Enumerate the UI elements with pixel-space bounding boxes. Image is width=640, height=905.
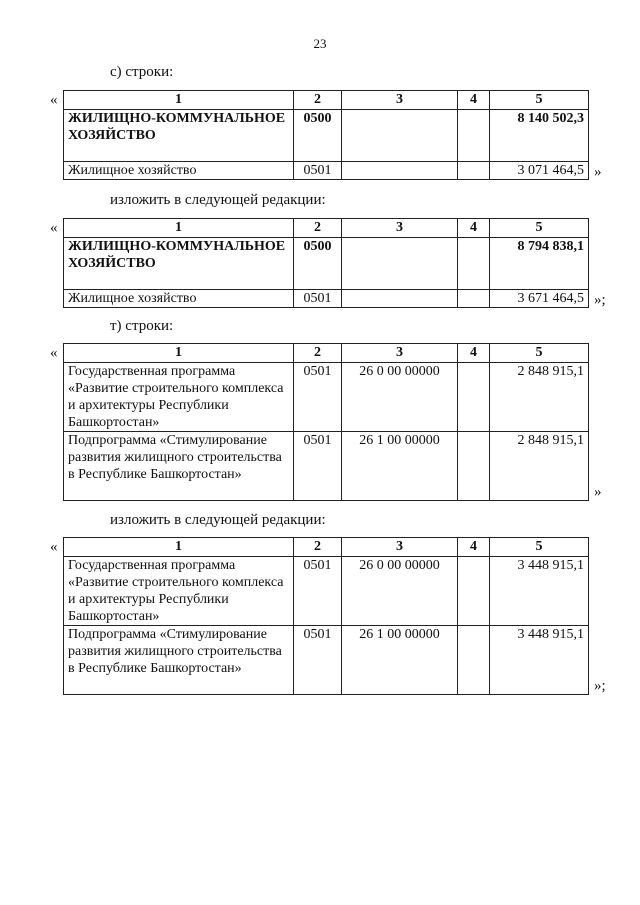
section-c-replacement-intro: изложить в следующей редакции:: [110, 192, 326, 208]
header-col-4: 4: [458, 219, 490, 238]
row-code: 0501: [294, 290, 342, 308]
header-col-4: 4: [458, 538, 490, 557]
table-row: [64, 290, 589, 308]
open-quote: «: [50, 539, 58, 555]
table-row: [64, 626, 589, 695]
section-c-intro: с) строки:: [110, 64, 174, 80]
row-amount: 2 848 915,1: [490, 432, 589, 501]
row-name: Подпрограмма «Стимулирование развития жилищного строительства в Республике Башкортостан»: [64, 432, 294, 501]
row-code: 0501: [294, 432, 342, 501]
row-type: [458, 363, 490, 432]
header-col-3: 3: [342, 344, 458, 363]
row-amount: 8 794 838,1: [490, 238, 589, 290]
header-col-1: 1: [64, 344, 294, 363]
header-col-4: 4: [458, 91, 490, 110]
row-type: [458, 557, 490, 626]
row-name: Подпрограмма «Стимулирование развития жилищного строительства в Республике Башкортостан»: [64, 626, 294, 695]
header-col-4: 4: [458, 344, 490, 363]
row-name: Жилищное хозяйство: [64, 162, 294, 180]
header-col-5: 5: [490, 538, 589, 557]
table-header-row: [64, 219, 589, 238]
row-target: [342, 162, 458, 180]
header-col-2: 2: [294, 344, 342, 363]
row-name: ЖИЛИЩНО-КОММУНАЛЬНОЕ ХОЗЯЙСТВО: [64, 110, 294, 162]
header-col-1: 1: [64, 538, 294, 557]
table-row: [64, 238, 589, 290]
row-target: 26 0 00 00000: [342, 363, 458, 432]
close-quote: »: [594, 484, 602, 500]
section-t-intro: т) строки:: [110, 318, 174, 334]
page-number: 23: [313, 36, 327, 51]
row-target: [342, 290, 458, 308]
section-t-replacement-intro: изложить в следующей редакции:: [110, 512, 326, 528]
header-col-3: 3: [342, 91, 458, 110]
header-col-3: 3: [342, 219, 458, 238]
table-header-row: [64, 538, 589, 557]
close-quote: »: [594, 164, 602, 180]
table-header-row: [64, 91, 589, 110]
row-amount: 2 848 915,1: [490, 363, 589, 432]
header-col-1: 1: [64, 91, 294, 110]
row-name: ЖИЛИЩНО-КОММУНАЛЬНОЕ ХОЗЯЙСТВО: [64, 238, 294, 290]
table-row: [64, 110, 589, 162]
row-target: [342, 238, 458, 290]
header-col-1: 1: [64, 219, 294, 238]
row-code: 0500: [294, 110, 342, 162]
row-target: [342, 110, 458, 162]
header-col-2: 2: [294, 538, 342, 557]
header-col-5: 5: [490, 219, 589, 238]
row-code: 0501: [294, 363, 342, 432]
row-amount: 3 448 915,1: [490, 626, 589, 695]
row-type: [458, 162, 490, 180]
row-code: 0500: [294, 238, 342, 290]
row-type: [458, 238, 490, 290]
open-quote: «: [50, 345, 58, 361]
table-row: [64, 162, 589, 180]
budget-table-t-original: [63, 343, 589, 501]
row-name: Жилищное хозяйство: [64, 290, 294, 308]
row-amount: 3 071 464,5: [490, 162, 589, 180]
header-col-3: 3: [342, 538, 458, 557]
header-col-5: 5: [490, 91, 589, 110]
row-code: 0501: [294, 162, 342, 180]
row-type: [458, 290, 490, 308]
row-code: 0501: [294, 557, 342, 626]
header-col-2: 2: [294, 219, 342, 238]
row-amount: 3 448 915,1: [490, 557, 589, 626]
row-amount: 8 140 502,3: [490, 110, 589, 162]
header-col-2: 2: [294, 91, 342, 110]
row-amount: 3 671 464,5: [490, 290, 589, 308]
open-quote: «: [50, 220, 58, 236]
row-type: [458, 110, 490, 162]
row-type: [458, 432, 490, 501]
table-header-row: [64, 344, 589, 363]
header-col-5: 5: [490, 344, 589, 363]
row-code: 0501: [294, 626, 342, 695]
row-target: 26 0 00 00000: [342, 557, 458, 626]
close-quote: »;: [594, 678, 606, 694]
row-target: 26 1 00 00000: [342, 626, 458, 695]
close-quote: »;: [594, 292, 606, 308]
row-name: Государственная программа «Развитие строительного комплекса и архитектуры Республики Башкортостан»: [64, 363, 294, 432]
row-target: 26 1 00 00000: [342, 432, 458, 501]
table-row: [64, 432, 589, 501]
budget-table-t-replacement: [63, 537, 589, 695]
budget-table-c-replacement: [63, 218, 589, 308]
row-name: Государственная программа «Развитие строительного комплекса и архитектуры Республики Башкортостан»: [64, 557, 294, 626]
budget-table-c-original: [63, 90, 589, 180]
table-row: [64, 363, 589, 432]
open-quote: «: [50, 92, 58, 108]
table-row: [64, 557, 589, 626]
row-type: [458, 626, 490, 695]
